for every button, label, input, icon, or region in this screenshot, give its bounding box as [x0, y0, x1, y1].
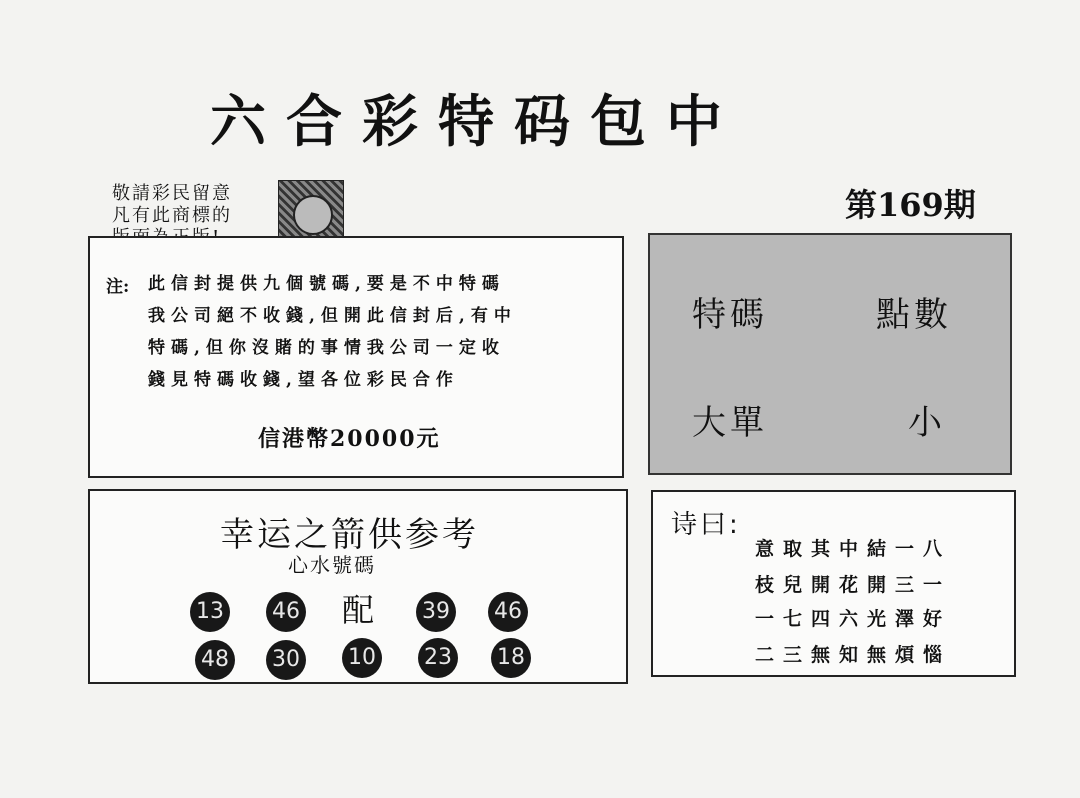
page-title: 六合彩特码包中: [210, 90, 742, 155]
note-price: 信港幣20000元: [258, 426, 441, 452]
lucky-title: 幸运之箭供参考: [220, 515, 479, 555]
note-line: 我公司絕不收錢,但開此信封后,有中: [148, 306, 517, 326]
notice-line: 凡有此商標的: [112, 205, 232, 226]
code-header-left: 特碼: [692, 295, 768, 335]
note-line: 錢見特碼收錢,望各位彩民合作: [148, 370, 459, 390]
envelope-note-box: [88, 236, 624, 478]
note-text: [148, 268, 608, 396]
number-ball: 48: [195, 640, 235, 680]
pei-label: 配: [342, 591, 375, 629]
code-header-right: 點數: [876, 295, 952, 335]
special-code-box: [648, 233, 1012, 475]
poem-title: 诗曰:: [671, 510, 741, 540]
poem-line: 枝兒開花開三一: [755, 574, 952, 596]
poem-box: [651, 490, 1016, 677]
issue-number: 第169期: [845, 186, 976, 224]
code-value-right: 小: [908, 403, 946, 443]
poem-line: 二三無知無煩惱: [755, 644, 952, 666]
number-ball: 30: [266, 640, 306, 680]
note-line: 特碼,但你沒賭的事情我公司一定收: [148, 338, 505, 358]
number-ball: 23: [418, 638, 458, 678]
note-label: 注:: [106, 277, 130, 297]
number-ball: 10: [342, 638, 382, 678]
number-ball: 46: [266, 592, 306, 632]
poem-line: 一七四六光澤好: [755, 608, 952, 630]
poem-line: 意取其中結一八: [755, 538, 952, 560]
number-ball: 46: [488, 592, 528, 632]
number-ball: 18: [491, 638, 531, 678]
lucky-numbers-box: [88, 489, 628, 684]
code-value-left: 大單: [692, 403, 768, 443]
number-ball: 39: [416, 592, 456, 632]
number-ball: 13: [190, 592, 230, 632]
note-line: 此信封提供九個號碼,要是不中特碼: [148, 274, 505, 294]
notice-line: 敬請彩民留意: [112, 183, 232, 204]
lucky-subtitle: 心水號碼: [288, 553, 376, 577]
